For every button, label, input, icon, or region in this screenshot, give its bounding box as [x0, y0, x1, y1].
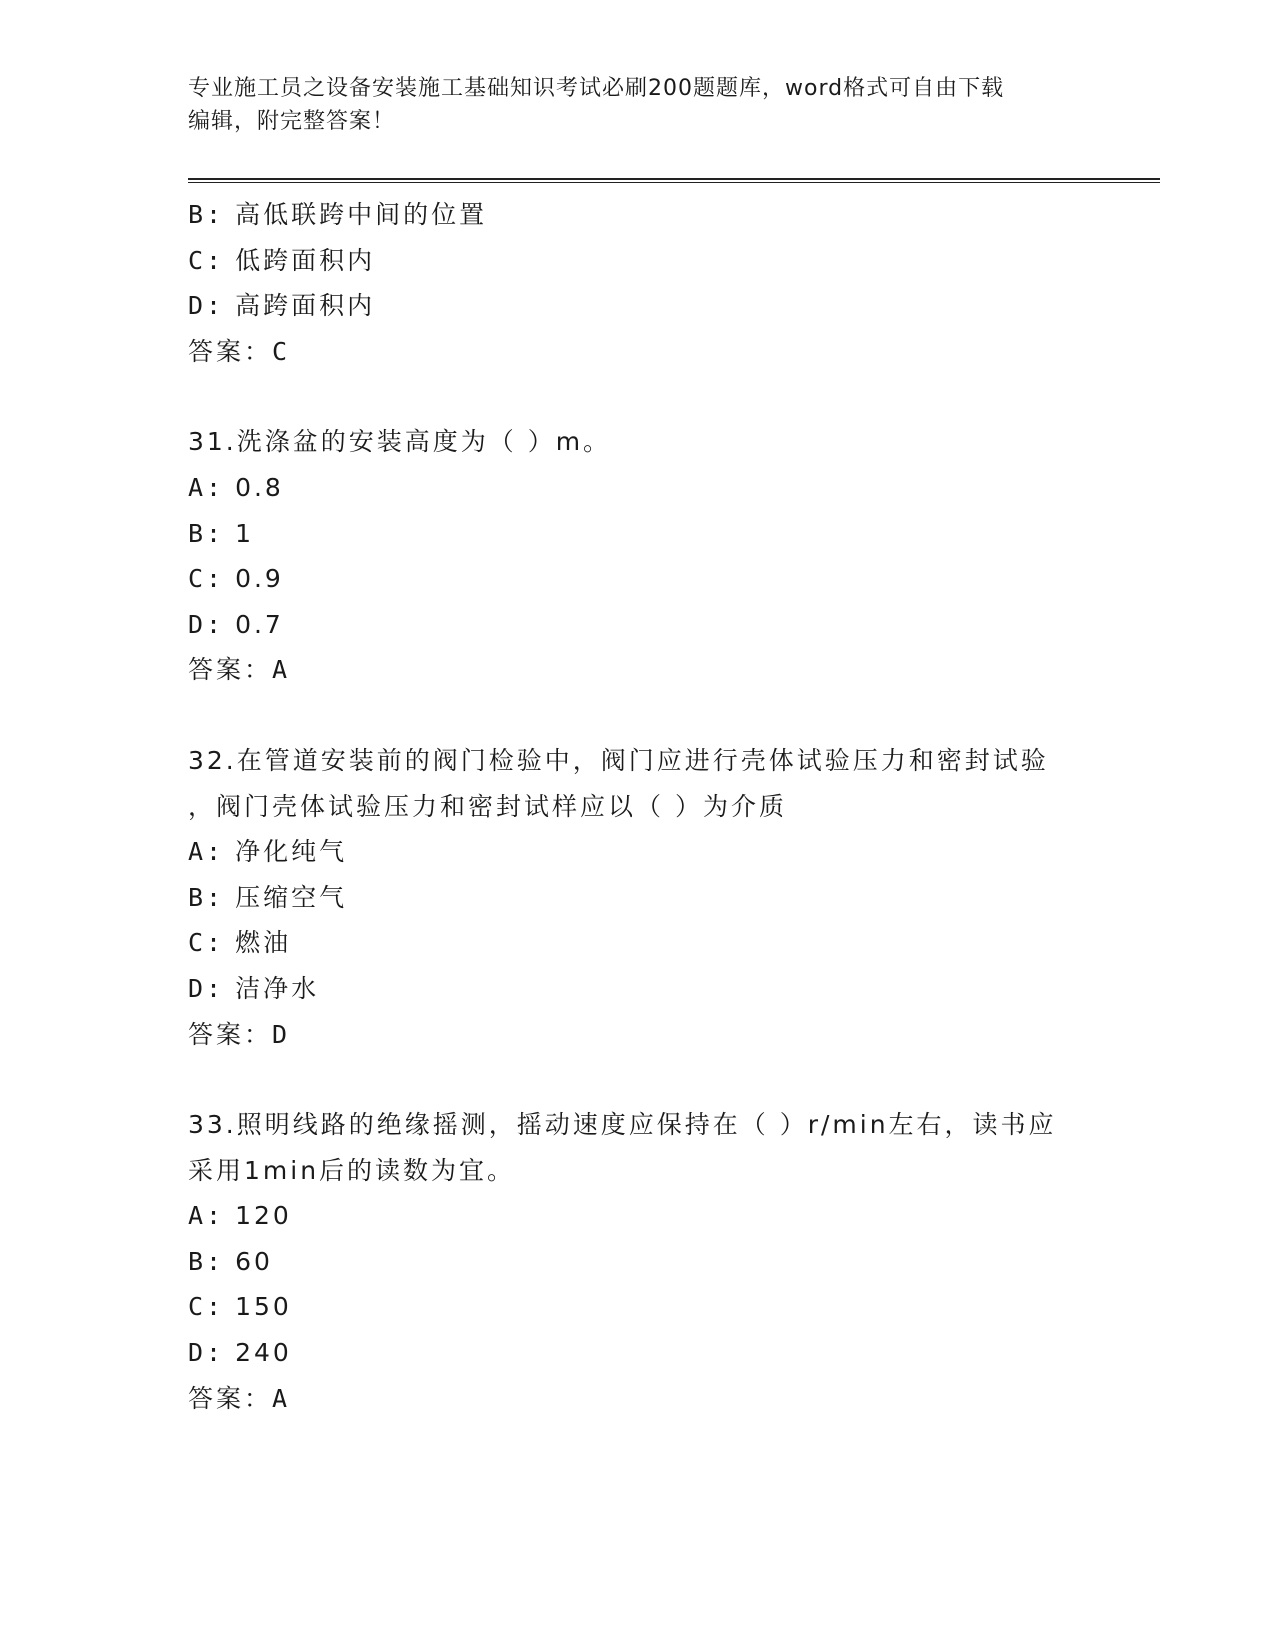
header-divider: [188, 178, 1160, 183]
option-letter: B:: [188, 200, 225, 229]
option-text: 压缩空气: [235, 882, 348, 912]
option-text: 120: [235, 1201, 292, 1231]
option-text: 高低联跨中间的位置: [235, 200, 488, 229]
answer-line: [188, 1376, 1088, 1422]
header-line-2: 编辑，附完整答案！: [188, 109, 396, 134]
answer-label: 答案：: [188, 655, 273, 685]
option-b: [188, 192, 1088, 238]
option-text: 燃油: [235, 928, 292, 958]
question-30-continued: [188, 192, 1088, 374]
document-body: [188, 192, 1088, 1421]
option-b: [188, 1239, 1088, 1285]
answer-line: [188, 647, 1088, 693]
question-33: [188, 1102, 1088, 1421]
option-a: [188, 1193, 1088, 1239]
option-letter: D:: [188, 609, 225, 639]
answer-value: A: [272, 1383, 291, 1413]
option-text: 60: [235, 1246, 273, 1276]
option-text: 240: [235, 1338, 292, 1368]
header-line-1: 专业施工员之设备安装施工基础知识考试必刷200题题库，word格式可自由下载: [188, 76, 1005, 101]
answer-label: 答案：: [188, 1383, 273, 1413]
option-letter: C:: [188, 564, 225, 594]
option-letter: C:: [188, 928, 225, 958]
option-b: [188, 511, 1088, 557]
option-d: [188, 602, 1088, 648]
option-text: 洁净水: [235, 973, 320, 1003]
option-c: [188, 238, 1088, 284]
option-d: [188, 966, 1088, 1012]
option-letter: D:: [188, 973, 225, 1003]
option-letter: A:: [188, 1201, 225, 1231]
option-letter: A:: [188, 837, 225, 867]
option-d: [188, 283, 1088, 329]
answer-label: 答案：: [188, 1019, 273, 1049]
option-text: 净化纯气: [235, 837, 348, 867]
option-text: 0.7: [235, 609, 284, 639]
question-text: 31.洗涤盆的安装高度为（ ）m。: [188, 427, 612, 457]
option-c: [188, 920, 1088, 966]
option-letter: C:: [188, 1292, 225, 1322]
answer-value: C: [272, 336, 291, 366]
option-letter: C:: [188, 245, 225, 275]
question-text: [188, 1102, 1088, 1193]
question-text-line-2: ，阀门壳体试验压力和密封试样应以（ ）为介质: [188, 791, 787, 821]
question-text-line-2: 采用1min后的读数为宜。: [188, 1155, 516, 1185]
option-letter: B:: [188, 518, 225, 548]
option-text: 0.9: [235, 564, 284, 594]
option-text: 150: [235, 1292, 292, 1322]
option-d: [188, 1330, 1088, 1376]
question-text: [188, 738, 1088, 829]
option-c: [188, 1284, 1088, 1330]
option-text: 1: [235, 518, 254, 548]
option-text: 0.8: [235, 472, 284, 502]
question-text-line-1: 33.照明线路的绝缘摇测，摇动速度应保持在（ ）r/min左右，读书应: [188, 1110, 1057, 1140]
question-text-line-1: 32.在管道安装前的阀门检验中，阀门应进行壳体试验压力和密封试验: [188, 745, 1049, 775]
option-letter: A:: [188, 472, 225, 502]
answer-value: D: [272, 1019, 291, 1049]
answer-line: [188, 1012, 1088, 1058]
option-letter: B:: [188, 1246, 225, 1276]
option-letter: B:: [188, 882, 225, 912]
option-b: [188, 875, 1088, 921]
answer-value: A: [272, 655, 291, 685]
option-text: 高跨面积内: [235, 291, 376, 321]
option-letter: D:: [188, 291, 225, 321]
question-31: [188, 419, 1088, 693]
question-32: [188, 738, 1088, 1057]
option-text: 低跨面积内: [235, 245, 376, 275]
document-header: [188, 72, 1068, 138]
option-a: [188, 829, 1088, 875]
option-c: [188, 556, 1088, 602]
option-letter: D:: [188, 1338, 225, 1368]
option-a: [188, 465, 1088, 511]
answer-label: 答案：: [188, 336, 273, 366]
answer-line: [188, 329, 1088, 375]
